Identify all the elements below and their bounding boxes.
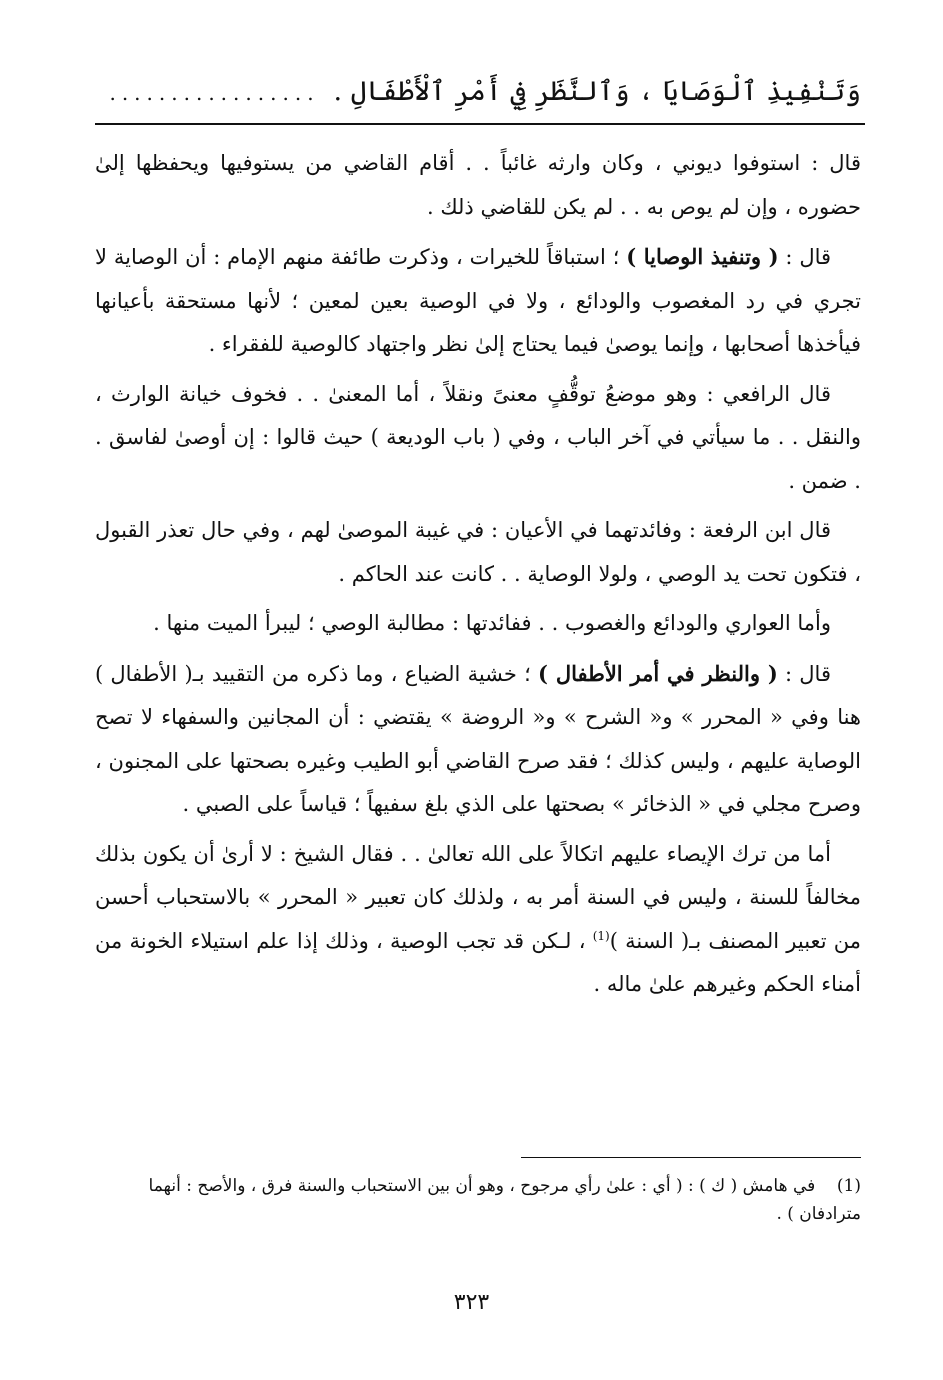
paragraph [95, 509, 861, 596]
paragraph-text: ، لـكن قد تجب الوصية ، وذلك إذا علم استيلاء الخونة من أمناء الحكم وغيرهم علىٰ ماله . [95, 928, 861, 996]
footnote [95, 1172, 861, 1228]
footnote-marker: (1) [836, 1176, 861, 1196]
footnote-reference: (1) [592, 928, 610, 943]
header-divider [95, 123, 865, 125]
paragraph-text: قال : [778, 245, 832, 269]
bold-phrase: ( والنظر في أمر الأطفال ) [538, 660, 778, 686]
paragraph-text: قال : استوفوا ديوني ، وكان وارثه غائباً . . أقام القاضي من يستوفيها ويحفظها إلىٰ حضوره ، وإن لم يوص به . . لم يكن للقاضي ذلك . [95, 151, 861, 219]
paragraph [95, 602, 861, 646]
paragraph-text: قال الرافعي : وهو موضعُ توقُّفٍ معنىً ونقلاً ، أما المعنىٰ . . فخوف خيانة الوارث ، والنقل . . ما سيأتي في آخر الباب ، وفي ( باب الوديعة ) حيث قالوا : إن أوصىٰ لفاسق . . ضمن . [95, 381, 861, 493]
paragraph-text: قال ابن الرفعة : وفائدتهما في الأعيان : في غيبة الموصىٰ لهم ، وفي حال تعذر القبول ، فتكون تحت يد الوصي ، ولولا الوصاية . . كانت عند الحاكم . [95, 518, 861, 586]
header-title: وَتَنْفِيذِ ٱلْوَصَايَا ، وَٱلنَّظَرِ فِي أَمْرِ ٱلْأَطْفَالِ . [333, 76, 861, 107]
paragraph-text: ؛ خشية الضياع ، وما ذكره من التقييد بـ( الأطفال ) هنا وفي « المحرر » و« الشرح » و« الروضة » يقتضي : أن المجانين والسفهاء لا تصح الوصاية عليهم ، وليس كذلك ؛ فقد صرح القاضي أبو الطيب وغيره بصحتها على المجنون ، وصرح مجلي في « الذخائر » بصحتها على الذي بلغ سفيهاً ؛ قياساً على الصبي . [95, 661, 861, 816]
paragraph [95, 373, 861, 504]
footnote-text: في هامش ( ك ) : ( أي : علىٰ رأي مرجوح ، وهو أن بين الاستحباب والسنة فرق ، والأصح : أنهما مترادفان ) . [148, 1176, 861, 1224]
paragraph-text: أما من ترك الإيصاء عليهم اتكالاً على الله تعالىٰ . . فقال الشيخ : لا أرىٰ أن يكون بذلك مخالفاً للسنة ، وليس في السنة أمر به ، ولذلك كان تعبير « المحرر » بالاستحباب أحسن من تعبير المصنف بـ( السنة ) [95, 841, 862, 953]
header-dots: ................. [109, 81, 320, 105]
paragraph-text: قال : [777, 661, 831, 686]
paragraph [95, 142, 861, 229]
paragraph [95, 833, 861, 1007]
bold-phrase: ( وتنفيذ الوصايا ) [626, 244, 779, 269]
paragraph [95, 235, 861, 367]
paragraph-text: وأما العواري والودائع والغصوب . . ففائدتها : مطالبة الوصي ؛ ليبرأ الميت منها . [153, 611, 831, 635]
paragraph [95, 652, 861, 827]
page-number: ٣٢٣ [453, 1290, 490, 1315]
footnote-divider [521, 1157, 861, 1158]
paragraph-text: ؛ استباقاً للخيرات ، وذكرت طائفة منهم الإمام : أن الوصاية لا تجري في رد المغصوب والودائع ، ولا في الوصية بعين لمعين ؛ لأنها مستحقة بأعيانها فيأخذها أصحابها ، وإنما يوصىٰ فيما يحتاج إلىٰ نظر واجتهاد كالوصية للفقراء . [95, 245, 861, 356]
running-header [95, 50, 861, 105]
main-text [95, 142, 861, 1013]
